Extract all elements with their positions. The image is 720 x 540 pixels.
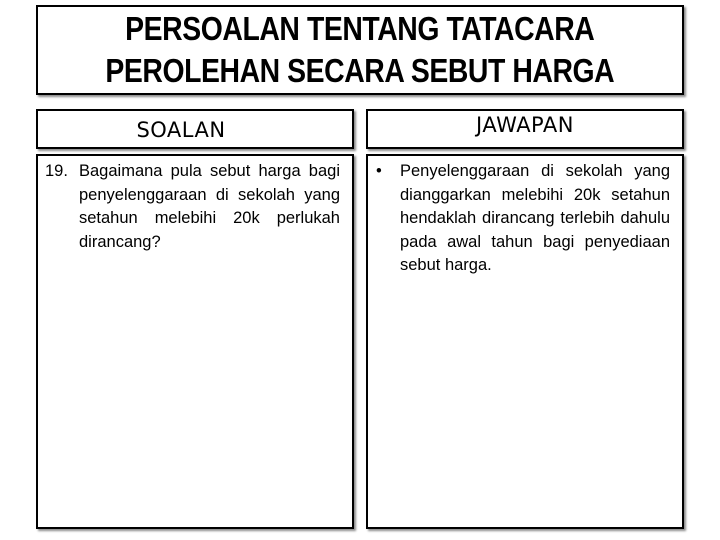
answer-text: Penyelenggaraan di sekolah yang dianggarkan melebihi 20k setahun hendaklah dirancang terlebih dahulu pada awal tahun bagi penyediaan sebut harga. xyxy=(400,162,670,274)
question-header-label: SOALAN xyxy=(136,118,226,142)
question-item xyxy=(45,160,340,254)
question-panel xyxy=(36,154,354,529)
answer-header xyxy=(366,109,684,149)
title-line-1: PERSOALAN TENTANG TATACARA xyxy=(125,10,595,47)
answer-header-label: JAWAPAN xyxy=(476,113,574,137)
answer-item xyxy=(376,160,670,278)
answer-panel xyxy=(366,154,684,529)
question-number: 19. xyxy=(45,162,68,180)
bullet-icon: • xyxy=(376,162,382,180)
title-line-2: PEROLEHAN SECARA SEBUT HARGA xyxy=(105,52,615,89)
question-text: Bagaimana pula sebut harga bagi penyelenggaraan di sekolah yang setahun melebihi 20k perlukah dirancang? xyxy=(79,162,340,251)
question-header xyxy=(36,109,354,149)
title-box xyxy=(36,5,684,95)
